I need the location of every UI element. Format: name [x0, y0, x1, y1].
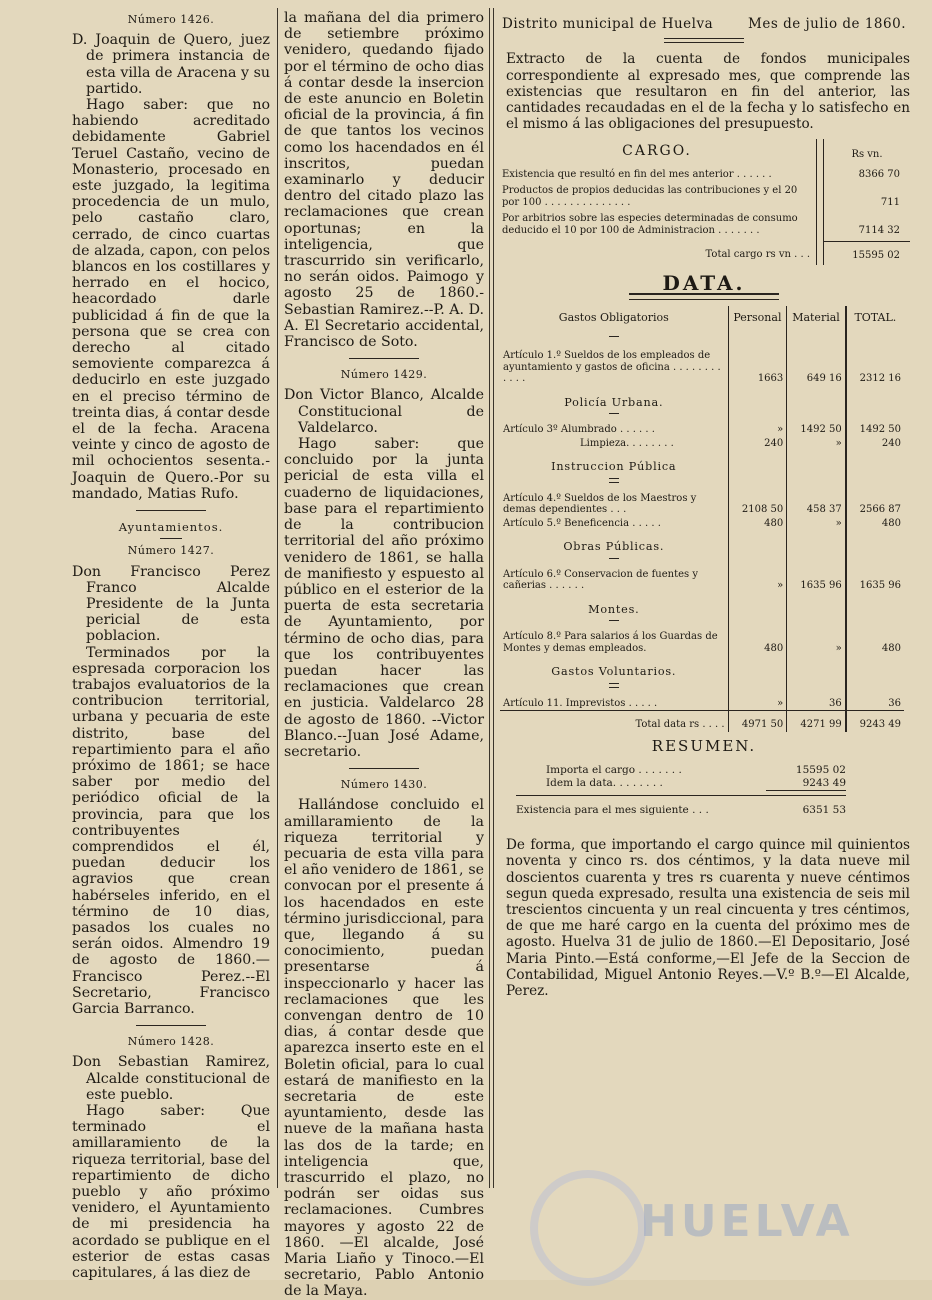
- total-label: Total data rs . . . .: [500, 711, 728, 732]
- section-title: Ayuntamientos.: [118, 520, 224, 535]
- row-personal: 1663: [728, 349, 787, 386]
- notice-number: Número 1430.: [340, 778, 428, 792]
- account-header: [498, 10, 910, 32]
- row-total: 240: [846, 437, 904, 451]
- extract-paragraph: Extracto de la cuenta de fondos municipales correspondiente al expresado mes, que comprende las existencias que resultaron en fin del anterior, las cantidades recaudadas en el de la fecha y lo satisfecho en el mismo á las obligaciones del presupuesto.: [506, 51, 910, 133]
- total-material: 4271 99: [787, 711, 846, 732]
- column-rule-double: [489, 8, 494, 1188]
- notice-number: Número 1427.: [127, 544, 215, 558]
- table-row: [500, 423, 904, 437]
- row-personal: 480: [728, 517, 787, 531]
- row-material: »: [787, 437, 846, 451]
- table-total-row: [500, 711, 904, 732]
- notice-number: Número 1428.: [127, 1035, 215, 1049]
- res-cargo-label: Importa el cargo . . . . . . .: [546, 764, 682, 777]
- notice-body: Terminados por la espresada corporacion los trabajos evaluatorios de la contribucion territorial, urbana y pecuaria de este distrito, base del repartimiento para el año próximo de 1861; se hace saber por medio del periódico oficial de la provincia, para que los contribuyentes comprendidos el él, puedan deducir los agravios que crean habérseles inferido, en el término de 10 dias, pasados los cuales no serán oidos. Almendro 19 de agosto de 1860.—Francisco Perez.--El Secretario, Francisco Garcia Barranco.: [72, 644, 270, 1017]
- notice-heading: Don Sebastian Ramirez, Alcalde constitucional de este pueblo.: [72, 1054, 270, 1103]
- row-material: 36: [787, 697, 846, 711]
- res-cargo: 15595 02: [795, 764, 846, 777]
- row-material: 1635 96: [787, 568, 846, 593]
- cargo-row-amount: 7114 32: [858, 224, 900, 236]
- row-personal: »: [728, 697, 787, 711]
- cargo-row-concept: Existencia que resultó en fin del mes anterior . . . . . .: [502, 168, 772, 180]
- separator: [664, 38, 744, 43]
- cargo-label: CARGO.: [622, 142, 692, 159]
- column-1: [72, 10, 270, 1281]
- table-row: [500, 437, 904, 451]
- section-heading: Policía Urbana.: [564, 395, 664, 409]
- row-total: 480: [846, 630, 904, 655]
- table-row: [500, 349, 904, 386]
- header-material: Material: [787, 306, 846, 330]
- data-title: DATA.: [662, 270, 746, 295]
- data-table: [500, 306, 904, 732]
- table-row: [500, 630, 904, 655]
- district-title: Distrito municipal de Huelva: [502, 16, 714, 32]
- column-rule: [277, 8, 278, 1188]
- notice-body: Hago saber: Que terminado el amillaramiento de la riqueza territorial, base del repartimiento de dicho pueblo y año próximo venidero, el Ayuntamiento de mi presidencia ha acordado se publique en el esterior de estas casas capitulares, á las diez de: [72, 1103, 270, 1282]
- header-concept: Gastos Obligatorios: [558, 310, 669, 324]
- cargo-row-amount: 711: [880, 196, 900, 208]
- column-3: [498, 10, 910, 999]
- separator: [136, 1025, 206, 1026]
- total-personal: 4971 50: [728, 711, 787, 732]
- notice-heading: D. Joaquin de Quero, juez de primera instancia de esta villa de Aracena y su partido.: [72, 32, 270, 97]
- section-heading: Montes.: [588, 602, 640, 616]
- row-total: 2566 87: [846, 492, 904, 517]
- table-row: [500, 697, 904, 711]
- row-concept: Artículo 11. Imprevistos . . . . .: [503, 697, 658, 709]
- row-concept: Limpieza. . . . . . . .: [580, 437, 674, 449]
- row-total: 1635 96: [846, 568, 904, 593]
- separator: [349, 768, 419, 769]
- table-row: [500, 492, 904, 517]
- row-total: 2312 16: [846, 349, 904, 386]
- separator: [349, 358, 419, 359]
- header-personal: Personal: [728, 306, 787, 330]
- row-material: »: [787, 517, 846, 531]
- table-row: [500, 517, 904, 531]
- cargo-total: 15595 02: [824, 241, 910, 265]
- cargo-row-amount: 8366 70: [858, 168, 900, 180]
- row-material: 458 37: [787, 492, 846, 517]
- watermark-seal: [530, 1170, 646, 1286]
- row-concept: Artículo 3º Alumbrado . . . . . .: [503, 424, 655, 436]
- notice-body: la mañana del dia primero de setiembre próximo venidero, quedando fijado por el término de ocho dias á contar desde la insercion de este anuncio en Boletin oficial de la provincia, á fin de que tantos los vecinos como los hacendados en él inscritos, puedan examinarlo y deducir dentro del citado plazo las reclamaciones que crean oportunas; en la inteligencia, que trascurrido sin verificarlo, no serán oidos. Paimogo y agosto 25 de 1860.-Sebastian Ramirez.--P. A. D. A. El Secretario accidental, Francisco de Soto.: [284, 10, 484, 351]
- notice-heading: Don Francisco Perez Franco Alcalde Presidente de la Junta pericial de esta poblacion.: [72, 563, 270, 645]
- row-material: 649 16: [787, 349, 846, 386]
- resumen-title: RESUMEN.: [651, 736, 757, 755]
- notice-number: Número 1426.: [127, 13, 215, 26]
- row-personal: 480: [728, 630, 787, 655]
- row-total: 480: [846, 517, 904, 531]
- resumen-block: [516, 764, 846, 817]
- row-concept: Artículo 4.º Sueldos de los Maestros y demas dependientes . . .: [503, 492, 697, 516]
- cargo-total-label: Total cargo rs vn . . .: [705, 248, 810, 260]
- cargo-row-concept: Productos de propios deducidas las contribuciones y el 20 por 100 . . . . . . . . . . . . . .: [502, 184, 798, 208]
- table-row: [500, 568, 904, 593]
- row-material: »: [787, 630, 846, 655]
- row-concept: Artículo 8.º Para salarios á los Guardas de Montes y demas empleados.: [503, 631, 718, 654]
- watermark-text: HUELVA: [640, 1196, 854, 1247]
- closing-paragraph: De forma, que importando el cargo quince mil quinientos noventa y cinco rs. dos céntimos, y la data nueve mil doscientos cuarenta y tres rs cuarenta y nueve céntimos segun queda expresado, resulta una existencia de seis mil trescientos cincuenta y un real cincuenta y tres céntimos, de que me haré cargo en la cuenta del próximo mes de agosto. Huelva 31 de julio de 1860.—El Depositario, José Maria Pinto.—Está conforme,—El Jefe de la Seccion de Contabilidad, Miguel Antonio Reyes.—V.º B.º—El Alcalde, Perez.: [506, 837, 910, 999]
- row-personal: 240: [728, 437, 787, 451]
- row-total: 36: [846, 697, 904, 711]
- notice-heading: Don Victor Blanco, Alcalde Constitucional de Valdelarco.: [284, 387, 484, 436]
- notice-body: Hallándose concluido el amillaramiento de la riqueza territorial y pecuaria de esta villa para el año venidero de 1861, se convocan por el presente á los hacendados en este término jurisdiccional, para que, llegando á su conocimiento, puedan presentarse á inspeccionarlo y hacer las reclamaciones que les convengan dentro de 10 dias, á contar desde que aparezca inserto este en el Boletin oficial, para lo cual estará de manifiesto en la secretaria de este ayuntamiento, desde las nueve de la mañana hasta las dos de la tarde; en inteligencia que, trascurrido el plazo, no podrán ser oidas sus reclamaciones. Cumbres mayores y agosto 22 de 1860. —El alcalde, José Maria Liaño y Tinoco.—El secretario, Pablo Antonio de la Maya.: [284, 797, 484, 1300]
- section-heading: Obras Públicas.: [563, 540, 665, 554]
- separator: [136, 510, 206, 511]
- section-heading: Gastos Voluntarios.: [551, 665, 677, 679]
- row-personal: »: [728, 568, 787, 593]
- cargo-row-concept: Por arbitrios sobre las especies determinadas de consumo deducido el 10 por 100 de Administracion . . . . . . .: [502, 212, 798, 236]
- row-material: 1492 50: [787, 423, 846, 437]
- notice-body: Hago saber: que concluido por la junta pericial de esta villa el cuaderno de liquidaciones, base para el repartimiento de la contribucion territorial del año próximo venidero de 1861, se halla de manifiesto y espuesto al público en el esterior de la puerta de esta secretaria de Ayuntamiento, por término de ocho dias, para que los contribuyentes puedan hacer las reclamaciones que crean en justicia. Valdelarco 28 de agosto de 1860. --Victor Blanco.--Juan José Adame, secretario.: [284, 436, 484, 760]
- month-title: Mes de julio de 1860.: [748, 16, 906, 32]
- separator: [160, 538, 182, 539]
- res-exist: 6351 53: [802, 804, 846, 817]
- header-total: TOTAL.: [846, 306, 904, 330]
- section-heading: Instruccion Pública: [551, 460, 677, 474]
- total-total: 9243 49: [846, 711, 904, 732]
- row-personal: »: [728, 423, 787, 437]
- notice-number: Número 1429.: [340, 368, 428, 382]
- row-concept: Artículo 6.º Conservacion de fuentes y cañerias . . . . . .: [503, 568, 698, 592]
- cargo-unit: Rs vn.: [851, 148, 883, 160]
- row-total: 1492 50: [846, 423, 904, 437]
- row-personal: 2108 50: [728, 492, 787, 517]
- column-2: [284, 10, 484, 1300]
- row-concept: Artículo 5.º Beneficencia . . . . .: [503, 517, 661, 529]
- notice-body: Hago saber: que no habiendo acreditado debidamente Gabriel Teruel Castaño, vecino de Monasterio, procesado en este juzgado, la legitima procedencia de un mulo, pelo castaño claro, cerrado, de cinco cuartas de alzada, capon, con pelos blancos en los costillares y herrado en el hocico, heacordado darle publicidad á fin de que la persona que se crea con derecho al citado semoviente comparezca á deducirlo en este juzgado en el preciso término de treinta dias, á contar desde el de la fecha. Aracena veinte y cinco de agosto de mil ochocientos sesenta.-Joaquin de Quero.-Por su mandado, Matias Rufo.: [72, 97, 270, 502]
- res-exist-label: Existencia para el mes siguiente . . .: [516, 804, 709, 817]
- res-data: 9243 49: [766, 777, 846, 791]
- cargo-table: [498, 139, 910, 265]
- row-concept: Artículo 1.º Sueldos de los empleados de ayuntamiento y gastos de oficina . . . . . . . . . . . .: [503, 350, 721, 385]
- res-data-label: Idem la data. . . . . . . .: [546, 777, 663, 790]
